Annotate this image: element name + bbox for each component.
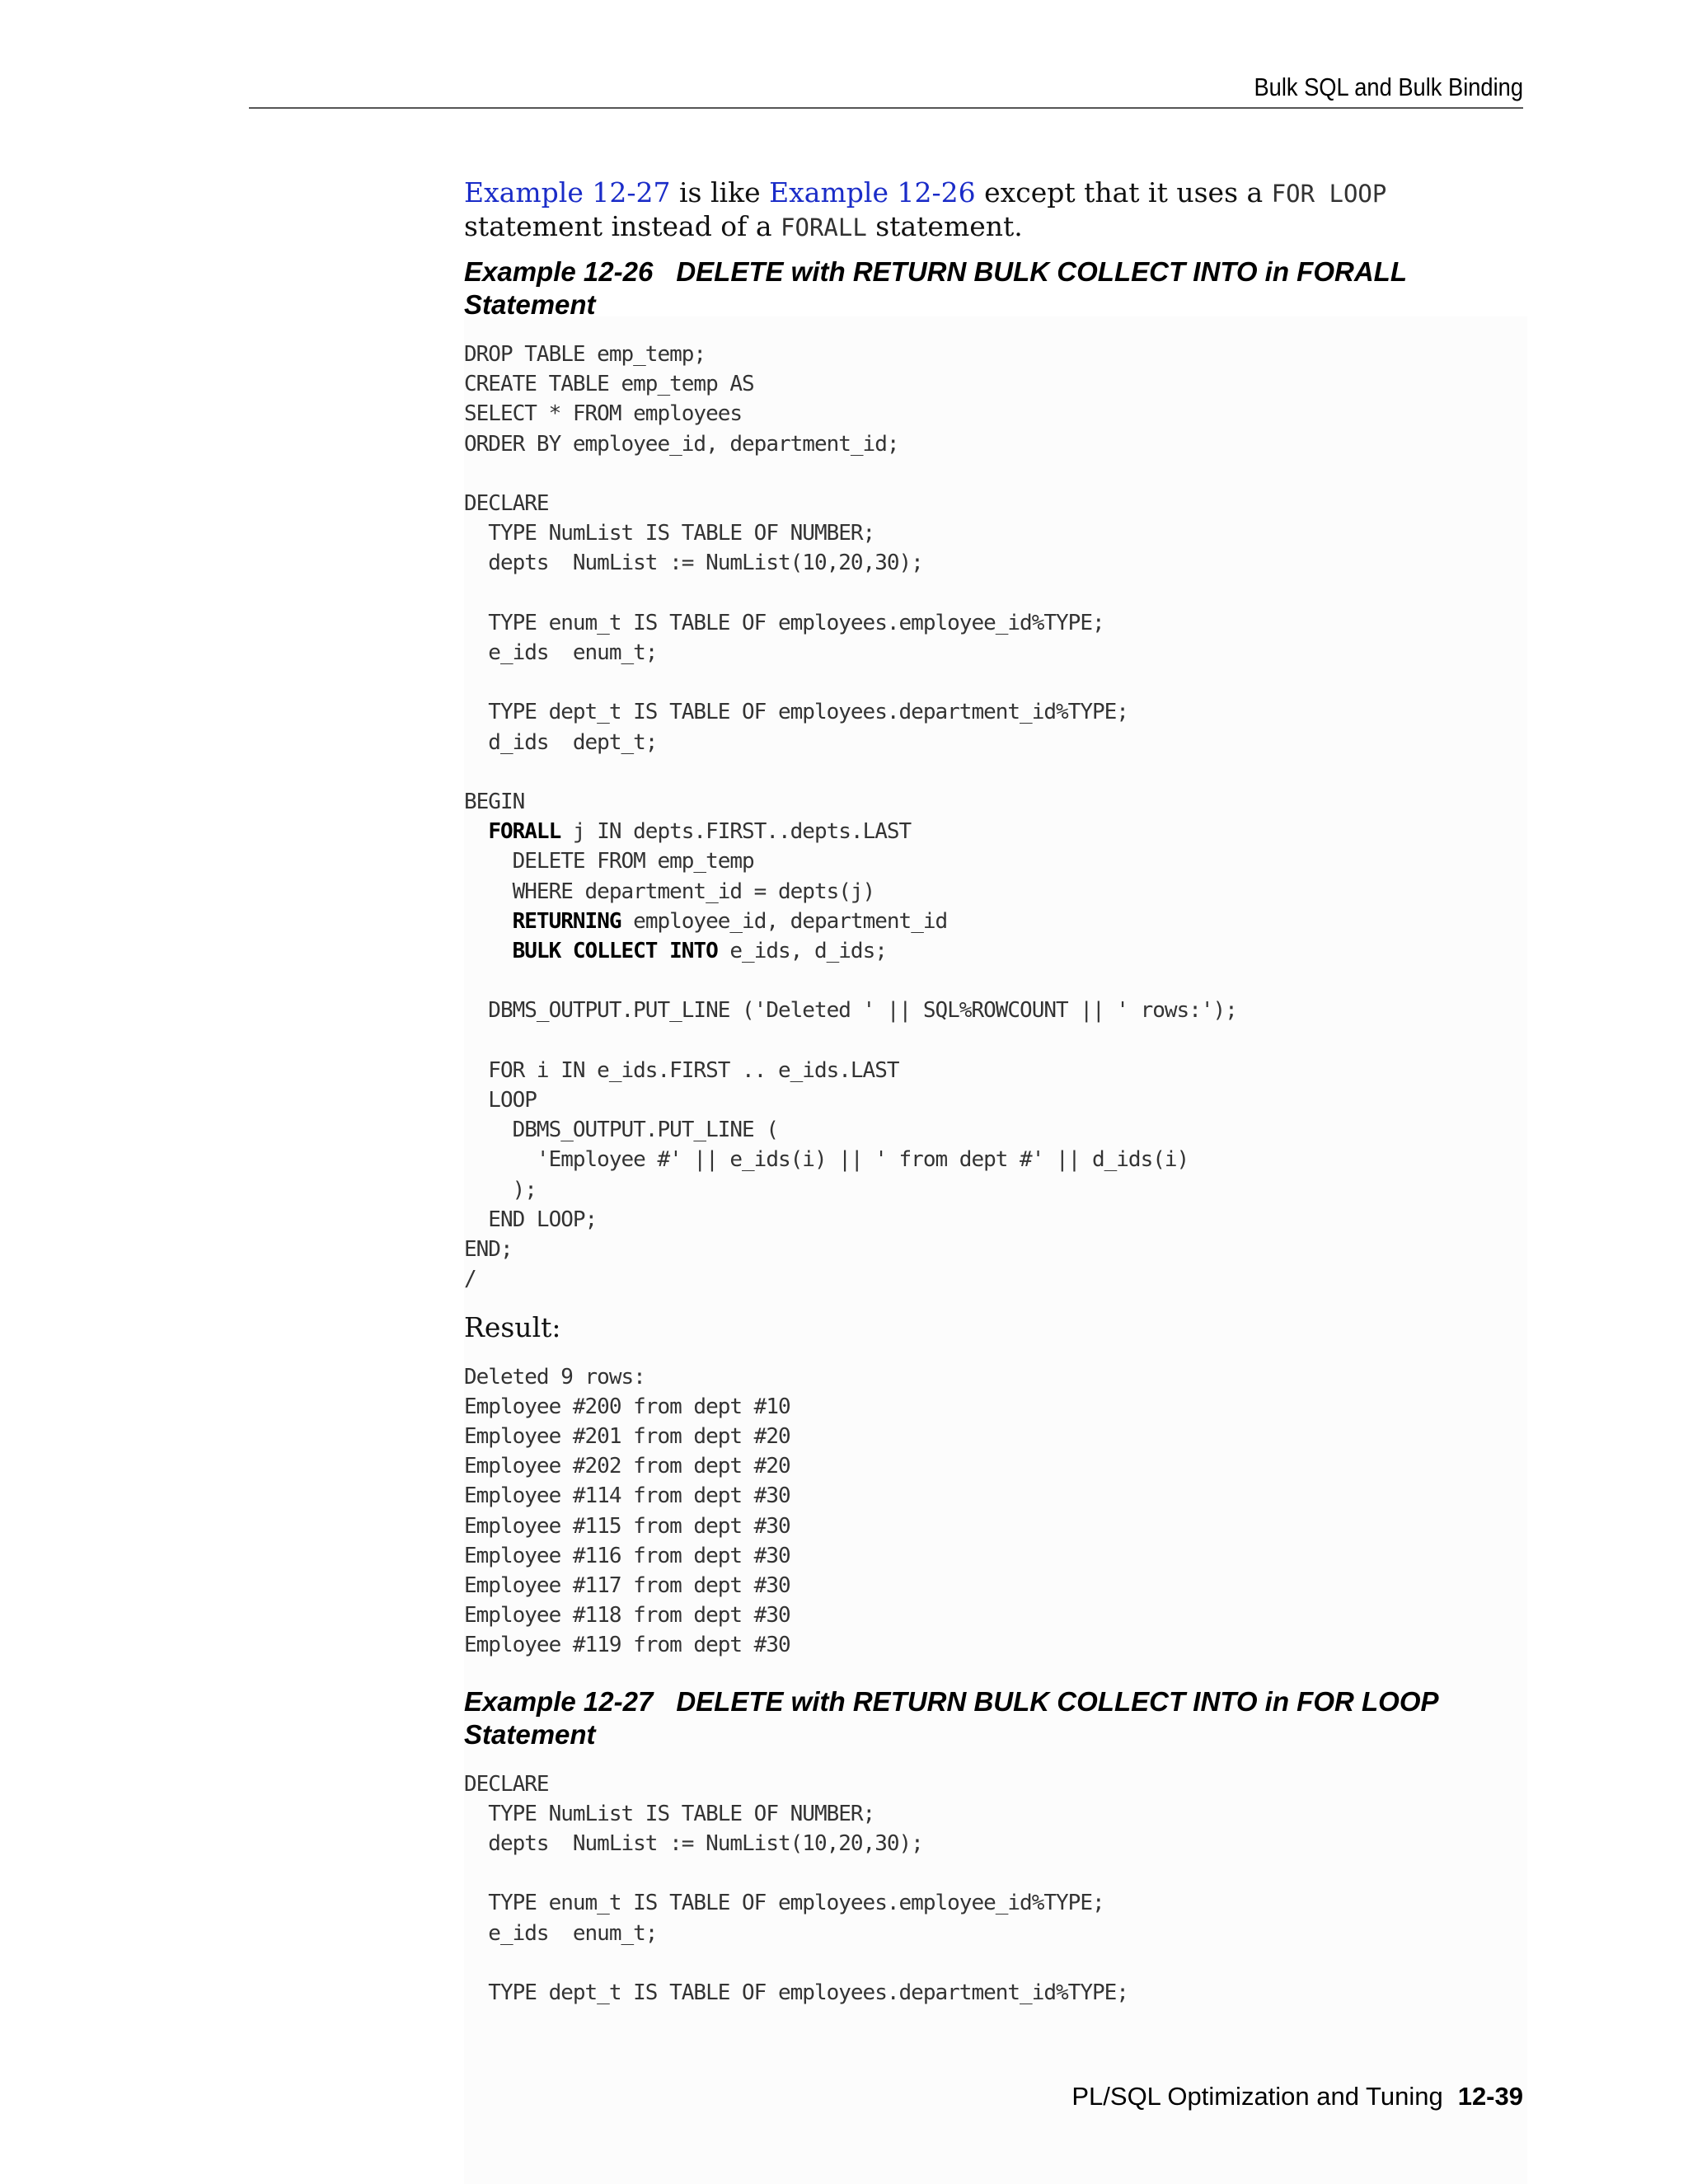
page-footer xyxy=(1071,2082,1523,2111)
example-12-27-number: Example 12-27 xyxy=(464,1685,654,1717)
footer-title: PL/SQL Optimization and Tuning xyxy=(1071,2082,1443,2111)
code-segment-a: DROP TABLE emp_temp; CREATE TABLE emp_temp AS SELECT * FROM employees ORDER BY employee_id, department_id; DECLARE TYPE NumList IS TABLE OF NUMBER; depts NumList := NumList(10,20,30); TYPE enum_t IS TABLE OF employees.employee_id%TYPE; e_ids enum_t; TYPE dept_t IS TABLE OF employees.department_id%TYPE; d_ids dept_t; BEGIN xyxy=(464,342,1128,815)
example-12-26-heading: DELETE with RETURN BULK COLLECT INTO in FORALL Statement xyxy=(464,256,1407,320)
code-keyword-returning: RETURNING xyxy=(512,908,621,934)
code-keyword-bulk-collect-into: BULK COLLECT INTO xyxy=(512,939,718,964)
example-12-27-heading: DELETE with RETURN BULK COLLECT INTO in FOR LOOP Statement xyxy=(464,1685,1438,1750)
example-12-26-title xyxy=(464,255,1527,321)
intro-code-forall: FORALL xyxy=(781,213,867,241)
intro-text-4: statement. xyxy=(866,210,1023,242)
code-segment-c: employee_id, department_id xyxy=(633,908,948,934)
example-12-26-number: Example 12-26 xyxy=(464,256,654,287)
intro-code-for-loop: FOR LOOP xyxy=(1271,180,1387,208)
header-title: Bulk SQL and Bulk Binding xyxy=(1254,73,1523,101)
code-keyword-forall: FORALL xyxy=(488,819,561,845)
main-content xyxy=(464,176,1527,2008)
example-12-27-title xyxy=(464,1685,1527,1751)
example-12-27-link[interactable]: Example 12-27 xyxy=(464,176,671,209)
result-label: Result: xyxy=(464,1310,561,1343)
intro-text-2: except that it uses a xyxy=(975,176,1272,209)
intro-text-1: is like xyxy=(670,176,770,209)
intro-paragraph xyxy=(464,176,1527,244)
page-number: 12-39 xyxy=(1457,2082,1523,2111)
code-segment-b: j IN depts.FIRST..depts.LAST DELETE FROM emp_temp WHERE department_id = depts(j) xyxy=(512,819,912,904)
code-segment-d: e_ids, d_ids; DBMS_OUTPUT.PUT_LINE ('Deleted ' || SQL%ROWCOUNT || ' rows:'); FOR i IN e_ids.FIRST .. e_ids.LAST LOOP DBMS_OUTPUT.PUT_LINE ( 'Employee #' || e_ids(i) || ' from dept #' || d_ids(i) ); END LOOP; END; / xyxy=(464,939,1237,1292)
running-header xyxy=(249,73,1523,109)
example-12-27-code: DECLARE TYPE NumList IS TABLE OF NUMBER; depts NumList := NumList(10,20,30); TYPE enum_t IS TABLE OF employees.employee_id%TYPE; e_ids enum_t; TYPE dept_t IS TABLE OF employees.department_id%TYPE; xyxy=(464,1771,1128,2005)
example-12-26-code xyxy=(464,340,1527,1295)
intro-text-3: statement instead of a xyxy=(464,210,781,242)
result-output: Deleted 9 rows: Employee #200 from dept #10 Employee #201 from dept #20 Employee #202 from dept #20 Employee #114 from dept #30 Employee #115 from dept #30 Employee #116 from dept #30 Employee #117 from dept #30 Employee #118 from dept #30 Employee #119 from dept #30 xyxy=(464,1364,790,1658)
example-12-26-link[interactable]: Example 12-26 xyxy=(769,176,976,209)
